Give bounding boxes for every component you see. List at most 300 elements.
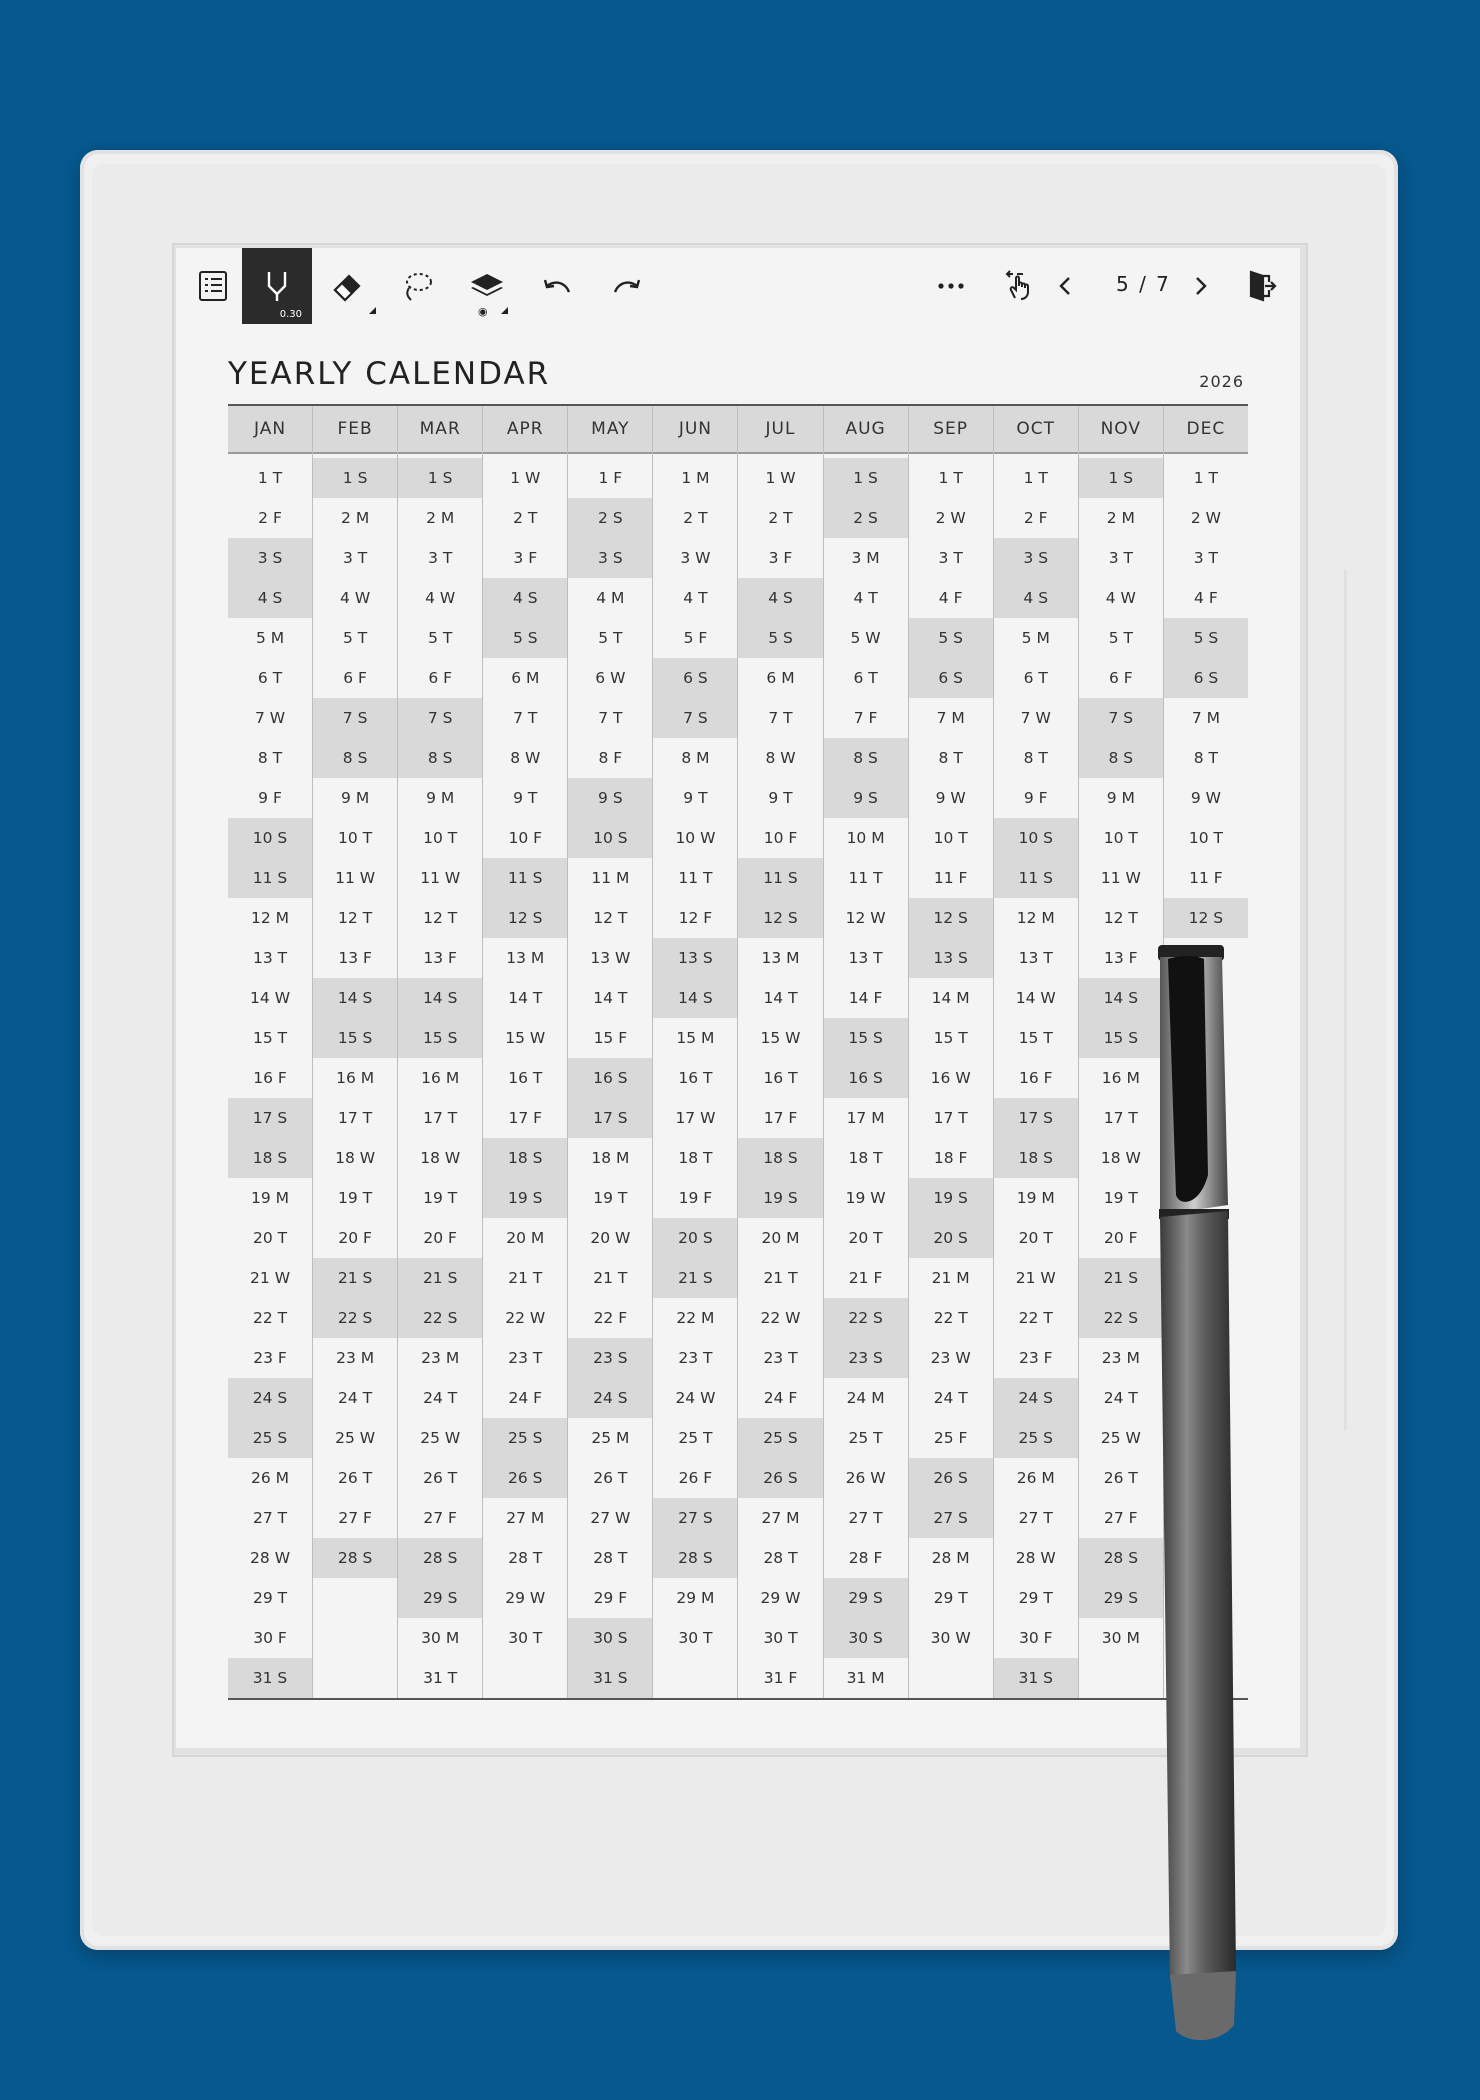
month-column-aug [824,406,909,1698]
day-cell: 20 F [338,1229,372,1247]
calendar-bottom-rule [228,1698,1248,1700]
weekend-day-cell: 24 S [228,1378,312,1418]
day-cell: 9 W [935,789,966,807]
day-cell: 5 W [850,629,881,647]
pen-size-label: 0.30 [279,309,302,320]
day-cell: 4 T [683,589,708,607]
day-cell: 31 T [423,1669,458,1687]
day-cell: 29 W [505,1589,546,1607]
day-cell: 2 W [1190,509,1221,527]
weekend-day-cell: 21 S [1079,1258,1163,1298]
month-header: MAY [568,406,652,454]
chevron-right-icon[interactable] [1176,248,1226,324]
weekend-day-cell: 17 S [568,1098,652,1138]
lasso-icon[interactable] [382,248,452,324]
weekend-day-cell: 3 S [994,538,1078,578]
day-cell: 17 T [933,1109,968,1127]
weekend-day-cell: 21 S [398,1258,482,1298]
day-cell: 20 M [761,1229,800,1247]
weekend-day-cell: 22 S [1079,1298,1163,1338]
day-cell: 21 W [1015,1269,1056,1287]
weekend-day-cell: 27 S [653,1498,737,1538]
day-cell: 1 W [510,469,541,487]
day-cell: 25 T [848,1429,883,1447]
month-header: SEP [909,406,993,454]
day-cell: 3 F [513,549,538,567]
day-cell: 27 M [506,1509,545,1527]
day-cell: 17 T [1103,1109,1138,1127]
day-cell: 23 T [763,1349,798,1367]
day-cell: 4 F [938,589,963,607]
weekend-day-cell: 12 S [909,898,993,938]
weekend-day-cell: 21 S [313,1258,397,1298]
month-column-sep [909,406,994,1698]
weekend-day-cell: 15 S [398,1018,482,1058]
weekend-day-cell: 7 S [313,698,397,738]
undo-icon[interactable] [522,248,592,324]
day-cell: 15 T [933,1029,968,1047]
weekend-day-cell: 4 S [228,578,312,618]
day-cell: 16 T [763,1069,798,1087]
weekend-day-cell: 7 S [1079,698,1163,738]
month-header: JAN [228,406,312,454]
weekend-day-cell: 23 S [824,1338,908,1378]
weekend-day-cell: 28 S [313,1538,397,1578]
weekend-day-cell: 5 S [909,618,993,658]
more-icon[interactable] [916,248,986,324]
weekend-day-cell: 25 S [994,1418,1078,1458]
layers-icon[interactable] [452,248,522,324]
day-cell: 1 T [1193,469,1219,487]
weekend-day-cell: 5 S [738,618,822,658]
device-edge-highlight [1344,570,1347,1430]
day-cell: 25 W [420,1429,461,1447]
day-cell: 21 W [250,1269,291,1287]
year-label: 2026 [1199,372,1244,391]
day-cell: 28 W [1015,1549,1056,1567]
day-cell: 29 T [1018,1589,1053,1607]
day-cell: 19 M [1016,1189,1055,1207]
day-cell: 15 W [505,1029,546,1047]
weekend-day-cell: 15 S [824,1018,908,1058]
day-cell: 21 T [593,1269,628,1287]
redo-icon[interactable] [592,248,662,324]
day-cell: 14 T [593,989,628,1007]
day-cell: 2 M [426,509,455,527]
weekend-day-cell: 1 S [313,458,397,498]
day-cell: 19 M [251,1189,290,1207]
weekend-day-cell: 14 S [653,978,737,1018]
day-cell: 14 T [763,989,798,1007]
day-cell: 9 W [1190,789,1221,807]
weekend-day-cell: 2 S [824,498,908,538]
day-cell: 17 W [675,1109,716,1127]
weekend-day-cell: 13 S [909,938,993,978]
day-cell: 2 T [768,509,793,527]
day-cell: 16 F [1018,1069,1053,1087]
weekend-day-cell: 7 S [653,698,737,738]
day-cell: 2 M [1106,509,1135,527]
exit-icon[interactable] [1226,248,1296,324]
day-cell: 14 W [1015,989,1056,1007]
day-cell: 16 T [508,1069,543,1087]
eraser-icon[interactable] [312,248,382,324]
weekend-day-cell: 24 S [568,1378,652,1418]
day-cell: 10 M [846,829,885,847]
day-cell: 13 F [1104,949,1138,967]
day-cell: 20 W [590,1229,631,1247]
day-cell: 14 M [931,989,970,1007]
weekend-day-cell: 18 S [228,1138,312,1178]
day-cell: 26 M [1016,1469,1055,1487]
month-header: APR [483,406,567,454]
day-cell: 15 M [676,1029,715,1047]
weekend-day-cell: 31 S [568,1658,652,1698]
weekend-day-cell: 10 S [228,818,312,858]
page-title: YEARLY CALENDAR [228,356,551,392]
day-cell: 19 W [845,1189,886,1207]
day-cell: 5 M [1021,629,1050,647]
weekend-day-cell: 25 S [228,1418,312,1458]
day-cell: 11 W [335,869,376,887]
day-cell: 6 T [257,669,283,687]
day-cell: 11 W [420,869,461,887]
weekend-day-cell: 1 S [1079,458,1163,498]
day-cell: 29 M [676,1589,715,1607]
weekend-day-cell: 24 S [994,1378,1078,1418]
day-cell: 23 F [253,1349,287,1367]
weekend-day-cell: 23 S [568,1338,652,1378]
day-cell: 8 F [598,749,623,767]
day-cell: 24 T [1103,1389,1138,1407]
day-cell: 25 W [1100,1429,1141,1447]
month-column-jun [653,406,738,1698]
day-cell: 12 F [678,909,713,927]
weekend-day-cell: 19 S [483,1178,567,1218]
day-cell: 30 M [421,1629,460,1647]
day-cell: 19 T [593,1189,628,1207]
day-cell: 19 T [338,1189,373,1207]
day-cell: 30 F [253,1629,287,1647]
toolbar [176,248,1300,324]
day-cell: 19 T [1103,1189,1138,1207]
weekend-day-cell: 29 S [398,1578,482,1618]
month-column-oct [994,406,1079,1698]
day-cell: 4 T [853,589,878,607]
day-cell: 20 T [848,1229,883,1247]
day-cell: 18 W [335,1149,376,1167]
day-cell: 4 F [1194,589,1218,607]
day-cell: 10 T [338,829,373,847]
day-cell: 14 T [508,989,543,1007]
day-cell: 30 T [508,1629,543,1647]
weekend-day-cell: 6 S [1164,658,1248,698]
day-cell: 9 T [513,789,538,807]
day-cell: 31 M [846,1669,885,1687]
month-header: DEC [1164,406,1248,454]
day-cell: 7 W [254,709,286,727]
month-header: JUN [653,406,737,454]
month-column-feb [313,406,398,1698]
day-cell: 20 M [506,1229,545,1247]
day-cell: 8 T [1193,749,1219,767]
day-cell: 14 W [250,989,291,1007]
day-cell: 3 T [428,549,453,567]
day-cell: 23 W [930,1349,971,1367]
weekend-day-cell: 4 S [738,578,822,618]
day-cell: 26 M [251,1469,290,1487]
day-cell: 9 F [258,789,282,807]
day-cell: 5 T [598,629,623,647]
day-cell: 11 F [1189,869,1223,887]
day-cell: 28 T [593,1549,628,1567]
day-cell: 25 W [335,1429,376,1447]
day-cell: 7 T [598,709,623,727]
day-cell: 18 T [678,1149,713,1167]
weekend-day-cell: 20 S [909,1218,993,1258]
day-cell: 6 T [1023,669,1048,687]
weekend-day-cell: 13 S [653,938,737,978]
day-cell: 13 M [761,949,800,967]
weekend-day-cell: 18 S [483,1138,567,1178]
day-cell: 2 F [1023,509,1048,527]
chevron-left-icon[interactable] [1040,248,1090,324]
day-cell: 12 M [251,909,290,927]
day-cell: 9 T [683,789,708,807]
day-cell: 23 T [678,1349,713,1367]
day-cell: 14 F [848,989,883,1007]
day-cell: 22 M [676,1309,715,1327]
month-column-jul [738,406,823,1698]
day-cell: 29 F [593,1589,628,1607]
weekend-day-cell: 30 S [824,1618,908,1658]
weekend-day-cell: 16 S [568,1058,652,1098]
day-cell: 20 T [252,1229,288,1247]
day-cell: 15 T [252,1029,288,1047]
day-cell: 10 T [1188,829,1223,847]
weekend-day-cell: 28 S [653,1538,737,1578]
day-cell: 29 T [933,1589,968,1607]
day-cell: 27 F [1104,1509,1138,1527]
day-cell: 5 T [1108,629,1133,647]
day-cell: 6 W [595,669,626,687]
day-cell: 27 W [590,1509,631,1527]
weekend-day-cell: 22 S [824,1298,908,1338]
day-cell: 10 T [423,829,458,847]
weekend-day-cell: 18 S [994,1138,1078,1178]
weekend-day-cell: 4 S [483,578,567,618]
month-header: AUG [824,406,908,454]
weekend-day-cell: 31 S [994,1658,1078,1698]
day-cell: 21 T [763,1269,798,1287]
weekend-day-cell: 25 S [483,1418,567,1458]
day-cell: 2 T [683,509,708,527]
day-cell: 18 M [591,1149,630,1167]
day-cell: 10 W [675,829,716,847]
weekend-day-cell: 22 S [398,1298,482,1338]
day-cell: 21 M [931,1269,970,1287]
day-cell: 2 F [258,509,282,527]
weekend-day-cell: 2 S [568,498,652,538]
weekend-day-cell: 11 S [483,858,567,898]
month-header: MAR [398,406,482,454]
day-cell: 18 T [848,1149,883,1167]
day-cell: 17 T [423,1109,458,1127]
day-cell: 24 F [508,1389,543,1407]
day-cell: 23 T [508,1349,543,1367]
day-cell: 30 W [930,1629,971,1647]
weekend-day-cell: 5 S [483,618,567,658]
day-cell: 13 F [338,949,372,967]
day-cell: 26 F [678,1469,713,1487]
weekend-day-cell: 14 S [313,978,397,1018]
day-cell: 7 T [513,709,538,727]
weekend-day-cell: 6 S [909,658,993,698]
day-cell: 15 W [760,1029,801,1047]
weekend-day-cell: 5 S [1164,618,1248,658]
day-cell: 25 M [591,1429,630,1447]
day-cell: 5 T [342,629,368,647]
day-cell: 30 T [763,1629,798,1647]
day-cell: 20 F [1104,1229,1138,1247]
day-cell: 16 F [253,1069,287,1087]
weekend-day-cell: 18 S [738,1138,822,1178]
day-cell: 7 M [936,709,965,727]
day-cell: 24 F [763,1389,798,1407]
day-cell: 7 T [768,709,793,727]
month-column-apr [483,406,568,1698]
day-cell: 18 W [1100,1149,1141,1167]
day-cell: 2 M [341,509,370,527]
weekend-day-cell: 9 S [824,778,908,818]
day-cell: 10 F [508,829,543,847]
day-cell: 7 M [1191,709,1220,727]
day-cell: 9 T [768,789,793,807]
day-cell: 1 F [598,469,623,487]
weekend-day-cell: 28 S [1079,1538,1163,1578]
day-cell: 5 M [255,629,285,647]
day-cell: 24 T [338,1389,373,1407]
pen-icon [259,268,295,304]
day-cell: 12 T [338,909,373,927]
day-cell: 26 T [593,1469,628,1487]
day-cell: 12 M [1016,909,1055,927]
weekend-day-cell: 14 S [398,978,482,1018]
day-cell: 26 T [1103,1469,1138,1487]
day-cell: 28 M [931,1549,970,1567]
day-cell: 4 W [1105,589,1136,607]
day-cell: 22 W [760,1309,801,1327]
day-cell: 9 M [426,789,455,807]
day-cell: 6 F [1108,669,1133,687]
weekend-day-cell: 1 S [824,458,908,498]
weekend-day-cell: 9 S [568,778,652,818]
day-cell: 1 T [257,469,283,487]
day-cell: 16 M [1101,1069,1140,1087]
day-cell: 6 M [511,669,540,687]
day-cell: 10 T [933,829,968,847]
day-cell: 18 F [933,1149,968,1167]
day-cell: 2 T [513,509,538,527]
day-cell: 27 T [848,1509,883,1527]
day-cell: 30 F [1018,1629,1053,1647]
weekend-day-cell: 26 S [909,1458,993,1498]
day-cell: 27 F [338,1509,372,1527]
day-cell: 27 T [252,1509,288,1527]
month-column-jan [228,406,313,1698]
weekend-day-cell: 12 S [738,898,822,938]
day-cell: 5 F [683,629,708,647]
day-cell: 23 M [336,1349,375,1367]
weekend-day-cell: 6 S [653,658,737,698]
day-cell: 11 W [1100,869,1141,887]
day-cell: 15 T [1018,1029,1053,1047]
day-cell: 12 T [423,909,458,927]
pen-tool-button[interactable] [242,248,312,324]
month-header: NOV [1079,406,1163,454]
day-cell: 8 T [1023,749,1048,767]
month-column-may [568,406,653,1698]
weekend-day-cell: 7 S [398,698,482,738]
day-cell: 28 T [763,1549,798,1567]
day-cell: 27 T [1018,1509,1053,1527]
day-cell: 13 T [252,949,288,967]
day-cell: 4 W [340,589,371,607]
day-cell: 24 T [933,1389,968,1407]
day-cell: 22 W [505,1309,546,1327]
weekend-day-cell: 25 S [738,1418,822,1458]
list-icon[interactable] [178,248,248,324]
weekend-day-cell: 28 S [398,1538,482,1578]
day-cell: 1 M [681,469,710,487]
day-cell: 15 F [593,1029,628,1047]
day-cell: 1 T [938,469,963,487]
weekend-day-cell: 12 S [483,898,567,938]
day-cell: 11 T [678,869,713,887]
day-cell: 20 T [1018,1229,1053,1247]
day-cell: 6 T [853,669,878,687]
weekend-day-cell: 8 S [313,738,397,778]
day-cell: 29 W [760,1589,801,1607]
weekend-day-cell: 8 S [1079,738,1163,778]
weekend-day-cell: 29 S [824,1578,908,1618]
day-cell: 8 T [257,749,283,767]
day-cell: 4 W [425,589,456,607]
day-cell: 24 W [675,1389,716,1407]
day-cell: 22 F [593,1309,628,1327]
day-cell: 4 M [596,589,625,607]
weekend-day-cell: 16 S [824,1058,908,1098]
day-cell: 28 W [250,1549,291,1567]
weekend-day-cell: 21 S [653,1258,737,1298]
day-cell: 3 T [1193,549,1219,567]
page-indicator: 5 / 7 [1116,272,1171,296]
weekend-day-cell: 17 S [228,1098,312,1138]
day-cell: 26 T [338,1469,373,1487]
day-cell: 10 F [763,829,798,847]
weekend-day-cell: 10 S [994,818,1078,858]
day-cell: 22 T [1018,1309,1053,1327]
day-cell: 13 T [1018,949,1053,967]
day-cell: 6 M [766,669,795,687]
day-cell: 17 T [338,1109,373,1127]
weekend-day-cell: 19 S [909,1178,993,1218]
day-cell: 13 F [423,949,457,967]
screen [176,248,1300,1748]
day-cell: 3 T [938,549,963,567]
day-cell: 17 F [763,1109,798,1127]
day-cell: 7 W [1020,709,1051,727]
